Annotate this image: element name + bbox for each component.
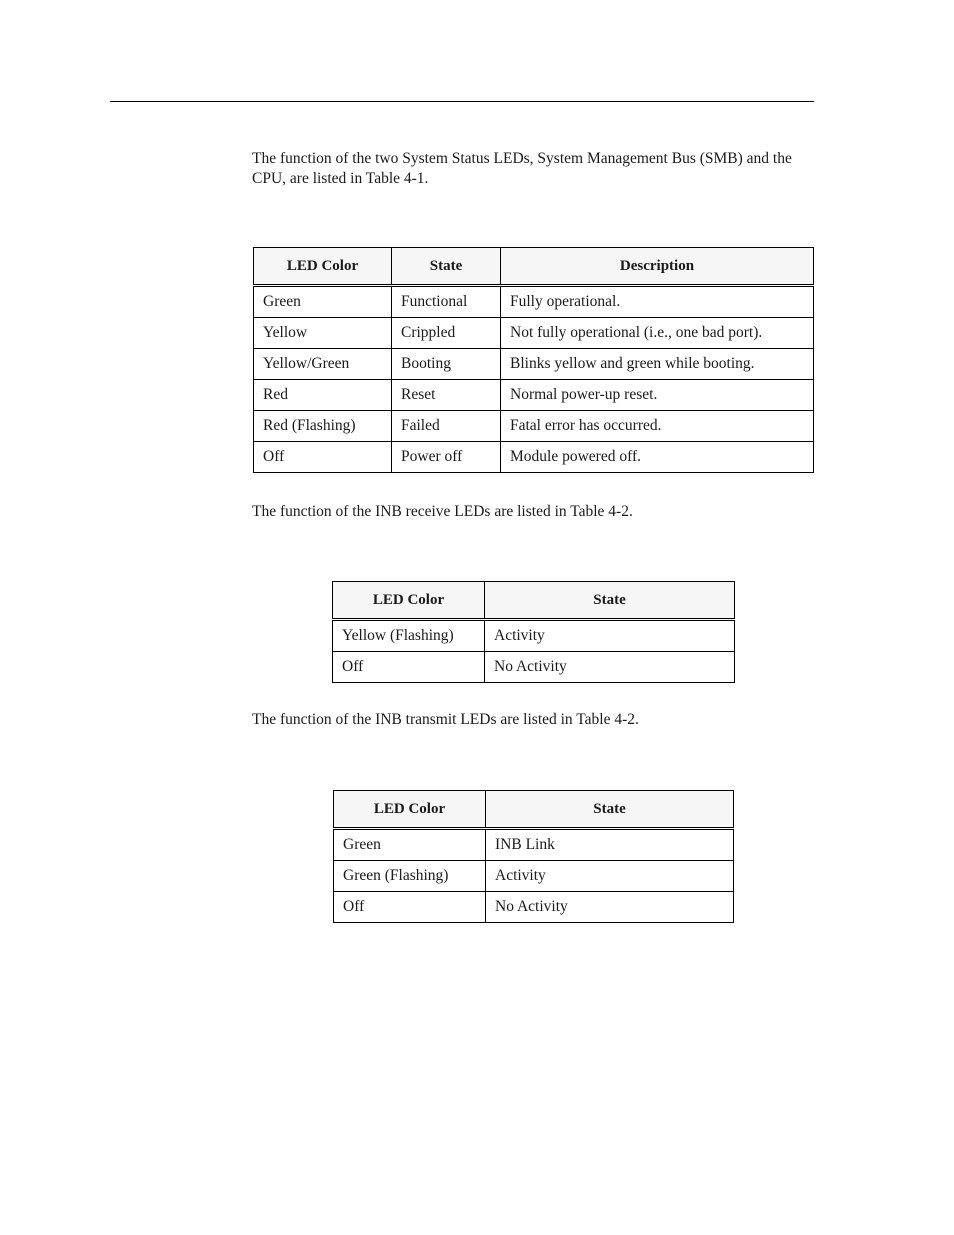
paragraph-inb-transmit-intro: The function of the INB transmit LEDs are listed in Table 4-2. [252, 711, 639, 728]
table-row [334, 861, 734, 892]
column-header-state: State [392, 248, 501, 286]
cell-state: Activity [485, 620, 735, 652]
table-header-row [254, 248, 814, 286]
cell-state: Booting [392, 349, 501, 380]
cell-led-color: Yellow/Green [254, 349, 392, 380]
cell-led-color: Yellow [254, 318, 392, 349]
cell-state: Functional [392, 286, 501, 318]
table-row [254, 318, 814, 349]
table-header-row [334, 791, 734, 829]
paragraph-inb-receive-intro: The function of the INB receive LEDs are listed in Table 4-2. [252, 503, 633, 520]
column-header-led-color: LED Color [334, 791, 486, 829]
cell-led-color: Green [254, 286, 392, 318]
cell-led-color: Green [334, 829, 486, 861]
table-row [333, 620, 735, 652]
cell-state: No Activity [485, 652, 735, 683]
cell-led-color: Off [333, 652, 485, 683]
table-row [254, 411, 814, 442]
table-row [254, 380, 814, 411]
cell-state: Reset [392, 380, 501, 411]
cell-led-color: Yellow (Flashing) [333, 620, 485, 652]
table-row [254, 442, 814, 473]
cell-led-color: Red (Flashing) [254, 411, 392, 442]
cell-state: Power off [392, 442, 501, 473]
cell-description: Fully operational. [501, 286, 814, 318]
cell-led-color: Green (Flashing) [334, 861, 486, 892]
inb-receive-led-table [332, 581, 735, 683]
column-header-led-color: LED Color [254, 248, 392, 286]
cell-description: Not fully operational (i.e., one bad port). [501, 318, 814, 349]
table-row [334, 892, 734, 923]
cell-description: Blinks yellow and green while booting. [501, 349, 814, 380]
cell-state: Failed [392, 411, 501, 442]
table-row [334, 829, 734, 861]
inb-transmit-led-table [333, 790, 734, 923]
cell-description: Normal power-up reset. [501, 380, 814, 411]
system-status-led-table [253, 247, 814, 473]
column-header-state: State [486, 791, 734, 829]
column-header-state: State [485, 582, 735, 620]
header-rule [110, 101, 814, 102]
column-header-description: Description [501, 248, 814, 286]
cell-description: Fatal error has occurred. [501, 411, 814, 442]
cell-led-color: Off [334, 892, 486, 923]
cell-state: Activity [486, 861, 734, 892]
table-header-row [333, 582, 735, 620]
table-row [254, 286, 814, 318]
cell-led-color: Red [254, 380, 392, 411]
cell-state: No Activity [486, 892, 734, 923]
cell-state: Crippled [392, 318, 501, 349]
column-header-led-color: LED Color [333, 582, 485, 620]
table-row [254, 349, 814, 380]
cell-description: Module powered off. [501, 442, 814, 473]
table-row [333, 652, 735, 683]
cell-state: INB Link [486, 829, 734, 861]
cell-led-color: Off [254, 442, 392, 473]
paragraph-system-status-intro: The function of the two System Status LEDs, System Management Bus (SMB) and the CPU, are listed in Table 4-1. [252, 150, 792, 187]
